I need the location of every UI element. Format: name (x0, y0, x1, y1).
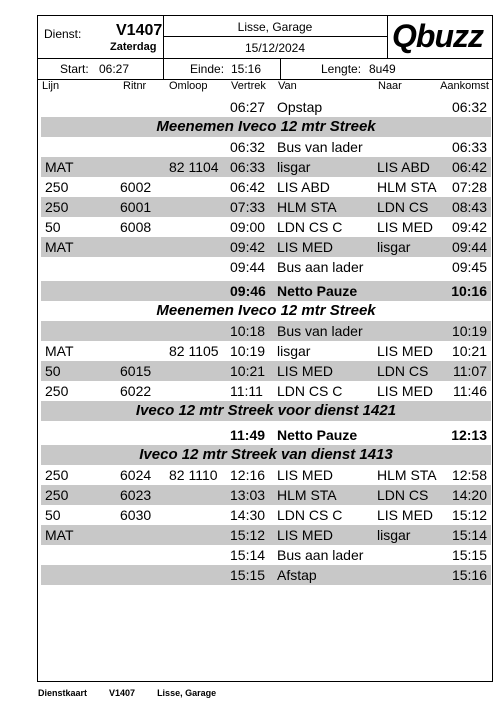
cell-lijn: 50 (45, 363, 61, 379)
cell-aankomst: 10:19 (451, 323, 487, 339)
cell-van: LIS ABD (277, 179, 330, 195)
cell-naar: lisgar (377, 527, 411, 543)
cell-naar: LDN CS (377, 199, 429, 215)
table-row (41, 361, 491, 381)
cell-aankomst: 09:45 (451, 259, 487, 275)
cell-van: LDN CS C (277, 219, 343, 235)
cell-van: LIS MED (277, 527, 334, 543)
table-row (41, 341, 491, 361)
cell-van: Opstap (277, 99, 323, 115)
cell-lijn: MAT (45, 527, 74, 543)
cell-vertrek: 14:30 (230, 507, 266, 523)
header-times (38, 59, 492, 80)
col-naar: Naar (378, 80, 402, 92)
length-value: 8u49 (369, 62, 396, 76)
col-lijn: Lijn (42, 80, 60, 92)
table-row (41, 137, 491, 157)
col-aankomst: Aankomst (440, 80, 489, 92)
cell-aankomst: 10:21 (451, 343, 487, 359)
col-vertrek: Vertrek (231, 80, 266, 92)
divider (280, 59, 281, 79)
cell-lijn: 250 (45, 383, 69, 399)
cell-lijn: 250 (45, 199, 69, 215)
cell-van: LIS MED (277, 239, 334, 255)
cell-van: LDN CS C (277, 507, 343, 523)
cell-vertrek: 09:46 (230, 283, 266, 299)
cell-vertrek: 09:44 (230, 259, 266, 275)
table-row (41, 237, 491, 257)
cell-lijn: MAT (45, 343, 74, 359)
table-row (41, 257, 491, 277)
cell-naar: LIS MED (377, 343, 434, 359)
cell-omloop: 82 1110 (169, 467, 218, 483)
cell-ritnr: 6023 (120, 487, 152, 503)
table-row (41, 465, 491, 485)
cell-vertrek: 09:42 (230, 239, 266, 255)
pause-row (41, 281, 491, 301)
cell-aankomst: 09:44 (451, 239, 487, 255)
header-top (38, 16, 492, 59)
cell-van: HLM STA (277, 199, 337, 215)
column-headers (38, 80, 492, 93)
cell-vertrek: 11:11 (230, 383, 263, 399)
cell-ritnr: 6022 (120, 383, 152, 399)
table-row (41, 565, 491, 585)
dienstkaart-sheet (37, 15, 493, 682)
cell-naar: HLM STA (377, 179, 437, 195)
cell-lijn: 250 (45, 179, 69, 195)
qbuzz-logo: Qbuzz (392, 18, 483, 54)
cell-lijn: 250 (45, 487, 69, 503)
cell-ritnr: 6001 (120, 199, 152, 215)
footer-dienst: V1407 (109, 688, 136, 698)
cell-naar: LIS MED (377, 219, 434, 235)
day-name: Zaterdag (110, 41, 157, 53)
end-label: Einde: (190, 62, 225, 76)
table-row (41, 157, 491, 177)
cell-van: lisgar (277, 159, 311, 175)
cell-aankomst: 06:33 (451, 139, 487, 155)
table-row (41, 485, 491, 505)
end-time: 15:16 (231, 62, 262, 76)
cell-vertrek: 15:12 (230, 527, 266, 543)
section-header: Meenemen Iveco 12 mtr Streek (156, 302, 376, 319)
cell-naar: HLM STA (377, 467, 437, 483)
cell-vertrek: 15:14 (230, 547, 266, 563)
cell-vertrek: 07:33 (230, 199, 266, 215)
section-header: Iveco 12 mtr Streek van dienst 1413 (41, 445, 491, 465)
cell-ritnr: 6008 (120, 219, 152, 235)
table-row (41, 197, 491, 217)
cell-omloop: 82 1104 (169, 159, 219, 175)
cell-van: Bus aan lader (277, 547, 364, 563)
cell-naar: lisgar (377, 239, 411, 255)
cell-van: lisgar (277, 343, 311, 359)
cell-aankomst: 08:43 (451, 199, 487, 215)
cell-vertrek: 06:27 (230, 99, 266, 115)
cell-naar: LDN CS (377, 363, 429, 379)
col-ritnr: Ritnr (123, 80, 147, 92)
cell-vertrek: 13:03 (230, 487, 266, 503)
cell-lijn: MAT (45, 159, 74, 175)
cell-vertrek: 09:00 (230, 219, 266, 235)
cell-lijn: 50 (45, 507, 61, 523)
cell-naar: LIS ABD (377, 159, 430, 175)
footer (38, 688, 238, 698)
table-row (41, 97, 491, 117)
table-row (41, 321, 491, 341)
location: Lisse, Garage (237, 20, 313, 34)
cell-vertrek: 06:42 (230, 179, 266, 195)
footer-doc: Dienstkaart (38, 688, 88, 698)
cell-aankomst: 12:58 (451, 467, 487, 483)
cell-van: Netto Pauze (277, 283, 358, 299)
cell-aankomst: 11:46 (453, 383, 487, 399)
cell-vertrek: 15:15 (230, 567, 266, 583)
table-row (41, 505, 491, 525)
dienst-cell (38, 16, 164, 58)
dienst-number: V1407 (116, 22, 163, 39)
cell-van: LIS MED (277, 363, 334, 379)
cell-naar: LIS MED (377, 507, 434, 523)
cell-van: Bus aan lader (277, 259, 364, 275)
table-row (41, 217, 491, 237)
cell-omloop: 82 1105 (169, 343, 219, 359)
cell-aankomst: 09:42 (451, 219, 487, 235)
cell-naar: LDN CS (377, 487, 429, 503)
divider (163, 59, 164, 79)
date: 15/12/2024 (244, 41, 306, 55)
location-date-cell (163, 16, 388, 58)
schedule-table (41, 97, 491, 585)
table-row (41, 525, 491, 545)
cell-vertrek: 06:33 (230, 159, 266, 175)
cell-aankomst: 06:32 (451, 99, 487, 115)
cell-aankomst: 15:15 (451, 547, 487, 563)
cell-vertrek: 10:21 (230, 363, 266, 379)
footer-location: Lisse, Garage (157, 688, 217, 698)
table-row (41, 545, 491, 565)
cell-van: Bus van lader (277, 139, 363, 155)
cell-van: LDN CS C (277, 383, 343, 399)
section-header: Iveco 12 mtr Streek voor dienst 1421 (41, 401, 491, 421)
start-time: 06:27 (99, 62, 130, 76)
cell-van: Afstap (277, 567, 317, 583)
cell-van: Netto Pauze (277, 427, 358, 443)
dienst-label: Dienst: (44, 27, 82, 41)
section-header: Meenemen Iveco 12 mtr Streek (41, 117, 491, 137)
cell-ritnr: 6024 (120, 467, 152, 483)
cell-aankomst: 15:12 (451, 507, 487, 523)
cell-van: LIS MED (277, 467, 334, 483)
start-label: Start: (60, 62, 89, 76)
cell-ritnr: 6015 (120, 363, 152, 379)
cell-aankomst: 11:07 (453, 363, 487, 379)
cell-aankomst: 12:13 (451, 427, 487, 443)
length-label: Lengte: (321, 62, 362, 76)
cell-aankomst: 15:16 (451, 567, 487, 583)
cell-aankomst: 06:42 (451, 159, 487, 175)
cell-ritnr: 6030 (120, 507, 152, 523)
cell-vertrek: 12:16 (230, 467, 266, 483)
cell-aankomst: 07:28 (451, 179, 487, 195)
logo-cell (388, 16, 492, 58)
cell-vertrek: 06:32 (230, 139, 266, 155)
col-omloop: Omloop (169, 80, 208, 92)
table-row (41, 177, 491, 197)
cell-vertrek: 10:19 (230, 343, 266, 359)
cell-naar: LIS MED (377, 383, 434, 399)
cell-van: HLM STA (277, 487, 337, 503)
cell-lijn: MAT (45, 239, 74, 255)
cell-van: Bus van lader (277, 323, 363, 339)
cell-aankomst: 15:14 (451, 527, 487, 543)
cell-lijn: 250 (45, 467, 69, 483)
cell-lijn: 50 (45, 219, 61, 235)
table-row (41, 381, 491, 401)
cell-vertrek: 10:18 (230, 323, 266, 339)
cell-aankomst: 14:20 (451, 487, 487, 503)
cell-aankomst: 10:16 (451, 283, 487, 299)
divider (163, 36, 387, 37)
cell-vertrek: 11:49 (230, 427, 266, 443)
col-van: Van (278, 80, 297, 92)
cell-ritnr: 6002 (120, 179, 152, 195)
pause-row (41, 425, 491, 445)
